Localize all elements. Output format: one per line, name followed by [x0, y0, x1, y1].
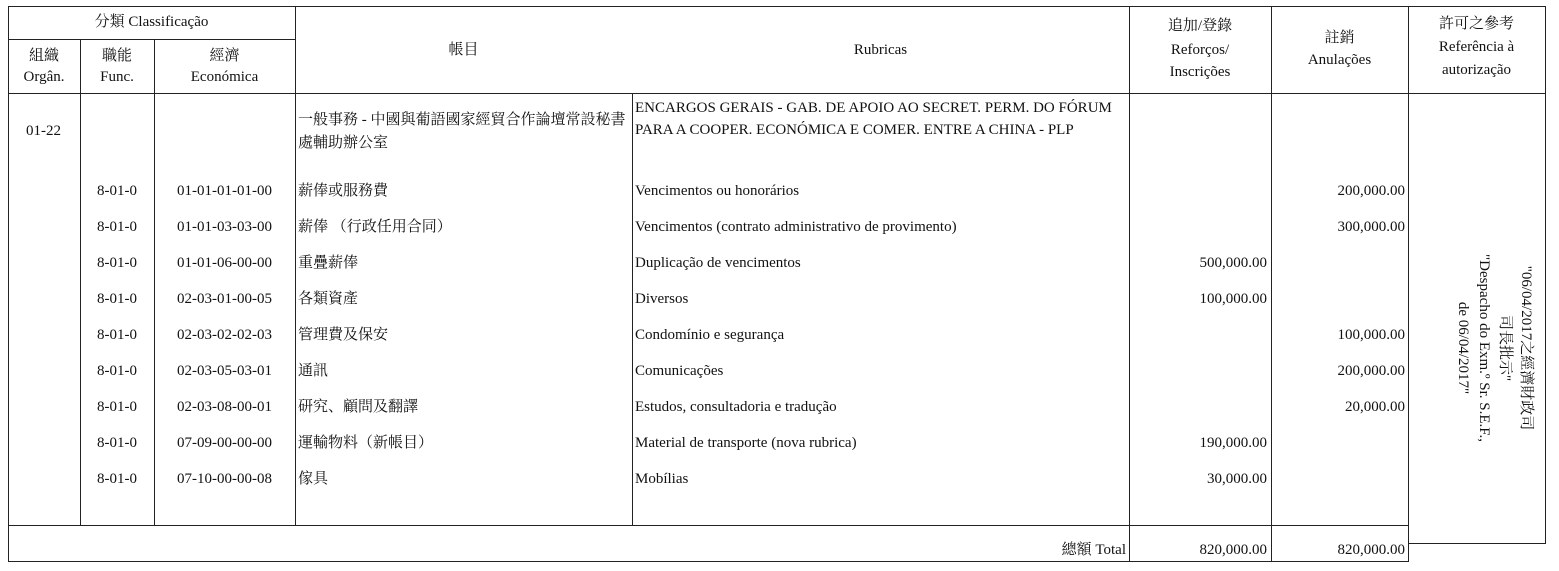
cancel-amount: 100,000.00 [1337, 327, 1405, 343]
rubric-zh: 研究、顧問及翻譯 [298, 399, 419, 415]
total-top-line [8, 525, 1408, 526]
header-bottom-line [8, 93, 1545, 94]
col-divider-reinforce [1271, 6, 1272, 562]
rubric-pt: Vencimentos ou honorários [635, 183, 800, 199]
reinforce-amount: 30,000.00 [1207, 471, 1267, 487]
rubric-zh: 薪俸或服務費 [298, 183, 389, 199]
func-header-pt: Func. [100, 69, 134, 85]
econ-header-zh: 經濟 [209, 48, 240, 64]
rubric-header-zh: 帳目 [448, 42, 479, 58]
rubric-pt: Duplicação de vencimentos [635, 255, 801, 271]
auth-line-4: de 06/04/2017" [1455, 301, 1471, 395]
reinforce-header-pt2: Inscrições [1169, 64, 1231, 80]
auth-header-pt2: autorização [1441, 62, 1512, 78]
auth-header-pt1: Referência à [1438, 39, 1515, 55]
func-code: 8-01-0 [97, 399, 137, 415]
col-divider-econ [295, 6, 296, 526]
cancel-amount: 200,000.00 [1337, 183, 1405, 199]
rubric-pt: Condomínio e segurança [635, 327, 785, 343]
func-code: 8-01-0 [97, 255, 137, 271]
cancel-amount: 200,000.00 [1337, 363, 1405, 379]
rubric-zh: 各類資產 [298, 291, 359, 307]
econ-code: 02-03-08-00-01 [177, 399, 272, 415]
func-code: 8-01-0 [97, 363, 137, 379]
auth-line-3: "Despacho do Exm.º Sr. S.E.F., [1476, 254, 1492, 442]
section-title-zh: 一般事務 - 中國與葡語國家經貿合作論壇常設秘書處輔助辦公室 [298, 112, 626, 151]
func-code: 8-01-0 [97, 183, 137, 199]
bottom-border [8, 561, 1408, 562]
total-reinforce: 820,000.00 [1199, 542, 1267, 558]
budget-table [8, 6, 1546, 562]
classification-divider [8, 39, 295, 40]
rubric-header-pt: Rubricas [853, 42, 908, 58]
rubric-zh: 通訊 [298, 363, 329, 379]
reinforce-header-pt1: Reforços/ [1170, 42, 1230, 58]
left-border [8, 6, 9, 562]
econ-code: 02-03-01-00-05 [177, 291, 272, 307]
rubric-pt: Estudos, consultadoria e tradução [635, 399, 837, 415]
total-cancel: 820,000.00 [1337, 542, 1405, 558]
reinforce-amount: 100,000.00 [1199, 291, 1267, 307]
func-header-zh: 職能 [101, 48, 132, 64]
cancel-amount: 300,000.00 [1337, 219, 1405, 235]
cancel-header-zh: 註銷 [1324, 30, 1355, 46]
col-divider-zh [632, 93, 633, 526]
rubric-zh: 傢具 [298, 471, 329, 487]
reinforce-amount: 190,000.00 [1199, 435, 1267, 451]
func-code: 8-01-0 [97, 291, 137, 307]
section-title-pt: ENCARGOS GERAIS - GAB. DE APOIO AO SECRET. PERM. DO FÓRUM PARA A COOPER. ECONÓMICA E COMER. ENTRE A CHINA - PLP [635, 100, 1112, 138]
total-label: 總額 Total [1061, 542, 1126, 558]
econ-code: 01-01-03-03-00 [177, 219, 272, 235]
top-border [8, 6, 1545, 7]
reinforce-amount: 500,000.00 [1199, 255, 1267, 271]
econ-code: 01-01-06-00-00 [177, 255, 272, 271]
section-organ-code: 01-22 [26, 123, 61, 139]
rubric-pt: Material de transporte (nova rubrica) [635, 435, 857, 451]
auth-bottom-line [1408, 543, 1545, 544]
func-code: 8-01-0 [97, 327, 137, 343]
organ-header-pt: Orgân. [23, 69, 65, 85]
authorization-reference [1444, 228, 1544, 468]
rubric-pt: Mobílias [635, 471, 689, 487]
func-code: 8-01-0 [97, 471, 137, 487]
col-divider-cancel [1408, 6, 1409, 562]
cancel-header-pt: Anulações [1307, 52, 1372, 68]
econ-code: 07-09-00-00-00 [177, 435, 272, 451]
rubric-zh: 重疊薪俸 [298, 255, 359, 271]
rubric-zh: 運輸物料（新帳目） [298, 435, 434, 451]
rubric-pt: Diversos [635, 291, 689, 307]
right-border [1545, 6, 1546, 544]
cancel-amount: 20,000.00 [1345, 399, 1405, 415]
auth-header-zh: 許可之參考 [1438, 16, 1514, 32]
econ-code: 02-03-02-02-03 [177, 327, 272, 343]
classification-header: 分類 Classificação [94, 14, 209, 30]
econ-code: 07-10-00-00-08 [177, 471, 272, 487]
func-code: 8-01-0 [97, 219, 137, 235]
reinforce-header-zh: 追加/登錄 [1167, 18, 1233, 34]
rubric-pt: Comunicações [635, 363, 724, 379]
auth-line-1: "06/04/2017之經濟財政司 [1518, 265, 1534, 431]
rubric-zh: 管理費及保安 [298, 327, 389, 343]
rubric-pt: Vencimentos (contrato administrativo de provimento) [635, 219, 957, 235]
func-code: 8-01-0 [97, 435, 137, 451]
econ-code: 02-03-05-03-01 [177, 363, 272, 379]
organ-header-zh: 組織 [28, 48, 59, 64]
econ-code: 01-01-01-01-00 [177, 183, 272, 199]
econ-header-pt: Económica [190, 69, 259, 85]
auth-line-2: 司長批示" [1497, 314, 1513, 382]
rubric-zh: 薪俸 （行政任用合同） [298, 219, 452, 235]
